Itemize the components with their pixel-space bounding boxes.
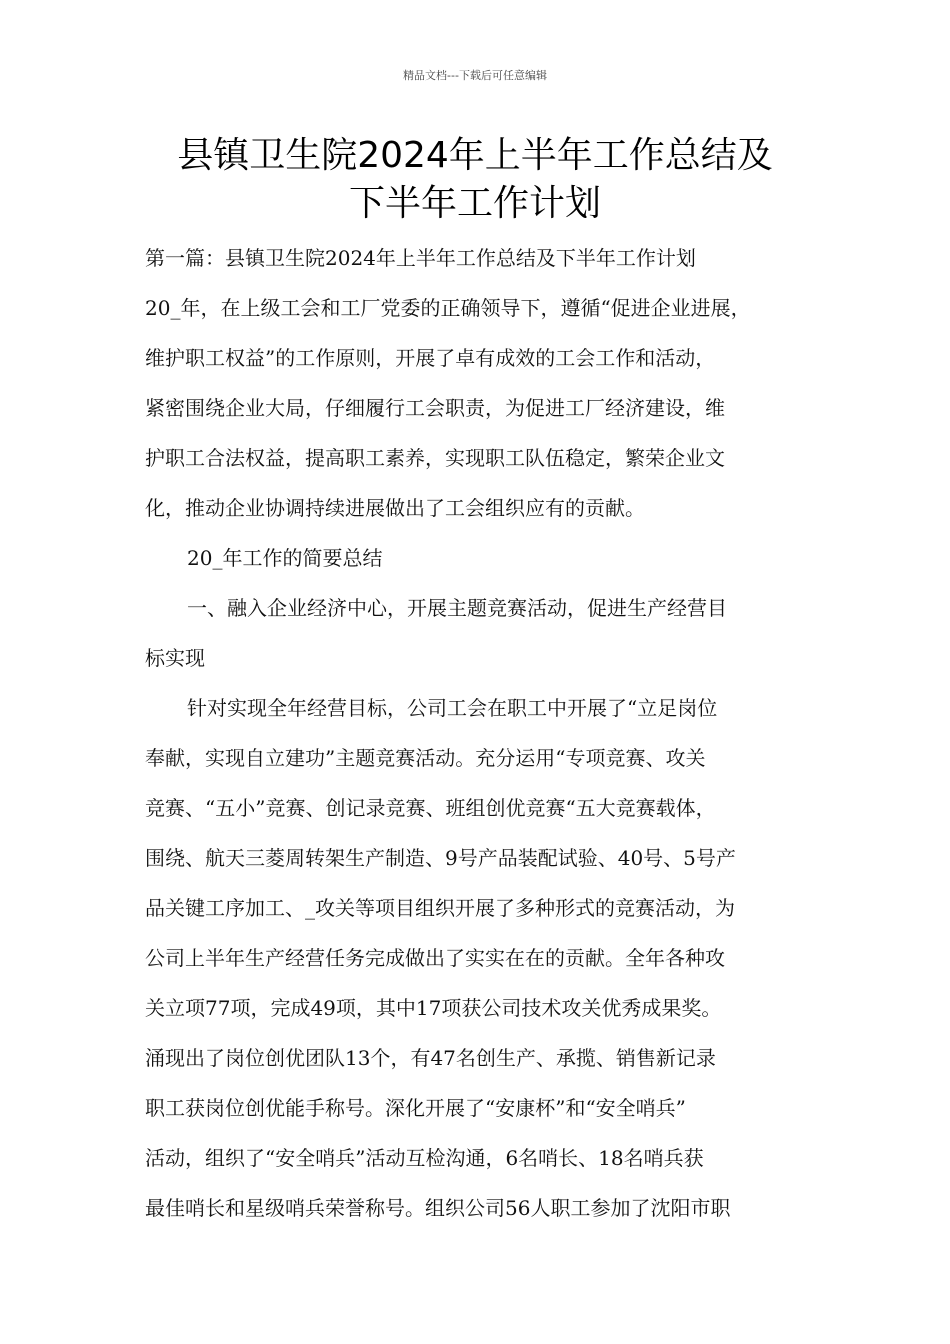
paragraph-line: 品关键工序加工、_攻关等项目组织开展了多种形式的竞赛活动，为 bbox=[145, 896, 735, 920]
paragraph-line: 奉献，实现自立建功”主题竞赛活动。充分运用“专项竞赛、攻关 bbox=[145, 746, 706, 770]
paragraph-line: 20_年，在上级工会和工厂党委的正确领导下，遵循“促进企业进展， bbox=[145, 296, 751, 320]
title-line-1: 县镇卫生院2024年上半年工作总结及 bbox=[177, 135, 773, 176]
paragraph-line: 关立项77项，完成49项，其中17项获公司技术攻关优秀成果奖。 bbox=[145, 996, 722, 1020]
paragraph-line: 公司上半年生产经营任务完成做出了实实在在的贡献。全年各种攻 bbox=[145, 946, 725, 970]
page-header-note: 精品文档---下载后可任意编辑 bbox=[403, 69, 547, 82]
document-body bbox=[145, 233, 815, 1233]
paragraph-line: 涌现出了岗位创优团队13个，有47名创生产、承揽、销售新记录 bbox=[145, 1046, 716, 1070]
paragraph-line: 紧密围绕企业大局，仔细履行工会职责，为促进工厂经济建设，维 bbox=[145, 396, 725, 420]
paragraph-line: 维护职工权益”的工作原则，开展了卓有成效的工会工作和活动， bbox=[145, 346, 716, 370]
paragraph-line: 职工获岗位创优能手称号。深化开展了“安康杯”和“安全哨兵” bbox=[145, 1096, 686, 1120]
paragraph-line: 针对实现全年经营目标，公司工会在职工中开展了“立足岗位 bbox=[187, 696, 718, 720]
paragraph-line: 化，推动企业协调持续进展做出了工会组织应有的贡献。 bbox=[145, 496, 645, 520]
section-heading-line: 第一篇：县镇卫生院2024年上半年工作总结及下半年工作计划 bbox=[145, 246, 696, 270]
paragraph-line: 最佳哨长和星级哨兵荣誉称号。组织公司56人职工参加了沈阳市职 bbox=[145, 1196, 731, 1220]
document-title bbox=[60, 132, 890, 228]
subheading-line: 一、融入企业经济中心，开展主题竞赛活动，促进生产经营目 bbox=[187, 596, 727, 620]
paragraph-line: 围绕、航天三菱周转架生产制造、9号产品装配试验、40号、5号产 bbox=[145, 846, 736, 870]
title-line-2: 下半年工作计划 bbox=[348, 183, 601, 224]
subheading-line: 20_年工作的简要总结 bbox=[187, 546, 383, 570]
paragraph-line: 竞赛、“五小”竞赛、创记录竞赛、班组创优竞赛“五大竞赛载体， bbox=[145, 796, 716, 820]
paragraph-line: 活动，组织了“安全哨兵”活动互检沟通，6名哨长、18名哨兵获 bbox=[145, 1146, 704, 1170]
paragraph-line: 护职工合法权益，提高职工素养，实现职工队伍稳定，繁荣企业文 bbox=[145, 446, 725, 470]
subheading-line: 标实现 bbox=[145, 646, 205, 670]
